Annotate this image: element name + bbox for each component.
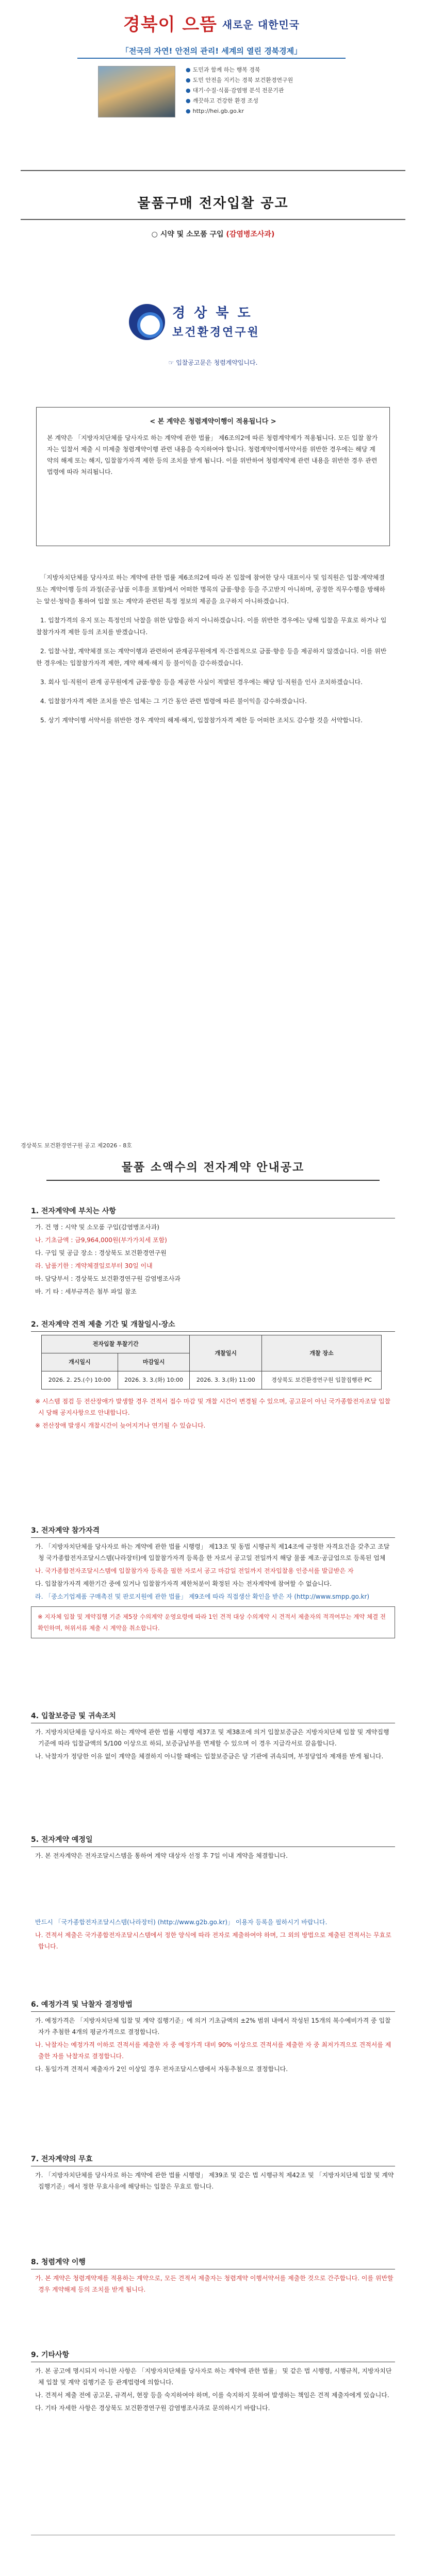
list-item: 나. 견적서 제출은 국가종합전자조달시스템에서 정한 양식에 따라 전자로 제출하여야 하며, 그 외의 방법으로 제출된 견적서는 무효로 합니다. xyxy=(35,1931,391,1950)
section-title: 5. 전자계약 예정일 xyxy=(31,1834,395,1847)
divider xyxy=(21,219,405,220)
list-item: 다. 기타 자세한 사항은 경상북도 보건환경연구원 감염병조사과로 문의하시기 바랍니다. xyxy=(35,2404,270,2412)
bullet-icon: ● xyxy=(186,66,191,73)
list-item: 가. 예정가격은 「지방자치단체 입찰 및 계약 집행기준」에 의거 기초금액의 ±2% 범위 내에서 작성된 15개의 복수예비가격 중 입찰자가 추첨한 4개의 평균가격으로 결정합니다. xyxy=(35,2017,391,2036)
integrity-notice-box xyxy=(36,407,390,546)
table-header-row xyxy=(42,1335,382,1353)
section-title: 6. 예정가격 및 낙찰자 결정방법 xyxy=(31,1999,395,2012)
section-title: 3. 전자계약 참가자격 xyxy=(31,1525,395,1538)
table-header: 전자입찰 투찰기간 xyxy=(42,1335,190,1353)
list-item: 나. 낙찰자는 예정가격 이하로 견적서를 제출한 자 중 예정가격 대비 90% 이상으로 견적서를 제출한 자 중 최저가격으로 견적서를 제출한 자를 낙찰자로 결정합니다. xyxy=(35,2041,391,2060)
section-title: 8. 청렴계약 이행 xyxy=(31,2257,395,2269)
divider xyxy=(46,1180,380,1181)
slogan-sub: 새로운 대한민국 xyxy=(222,18,300,31)
slogan-main: 경북이 으뜸 xyxy=(123,14,217,35)
list-item: 나. 국가종합전자조달시스템에 입찰참가자 등록을 필한 자로서 공고 마감일 전일까지 전자입찰용 인증서를 발급받은 자 xyxy=(35,1567,354,1574)
subtitle-note: (감염병조사과) xyxy=(226,230,275,239)
intro-paragraph: 4. 입찰참가자격 제한 조치를 받은 업체는 그 기간 동안 관련 법령에 따른 불이익을 감수하겠습니다. xyxy=(40,698,307,705)
table-header: 개찰 장소 xyxy=(262,1335,382,1371)
org-logo xyxy=(129,294,299,350)
banner-photo xyxy=(98,66,175,117)
list-item: 가. 「지방자치단체를 당사자로 하는 계약에 관한 법률 시행령」 제13조 및 동법 시행규칙 제14조에 규정한 자격요건을 갖추고 조달청 국가종합전자조달시스템(나라장터)에 입찰참가자격 등록을 한 자로서 공고일 전일까지 해당 물품 제조·공급업으로 등록된 업체 xyxy=(35,1543,390,1562)
table-header: 개찰일시 xyxy=(190,1335,262,1371)
list-item: 라. 납품기한 : 계약체결일로부터 30일 이내 xyxy=(35,1262,153,1269)
section-7 xyxy=(31,2154,395,2194)
section-5-extra xyxy=(31,1917,395,1954)
top-banner xyxy=(31,4,392,123)
intro-paragraph: 「지방자치단체를 당사자로 하는 계약에 관한 법률 제6조의2에 따라 본 입찰에 참여한 당사 대표이사 및 임직원은 입찰·계약체결 또는 계약이행 등의 과정(준공·납품 이후를 포함)에서 어떠한 명목의 금품·향응 등을 주고받지 아니하며, 공정한 직무수행을 방해하는 알선·청탁을 통하여 입찰 또는 계약과 관련된 특정 정보의 제공을 요구하지 아니하겠습니다. xyxy=(36,574,385,605)
org-name-line2: 보건환경연구원 xyxy=(172,326,260,340)
subtitle-text: ○ 시약 및 소모품 구입 xyxy=(151,230,224,239)
list-item: 나. 견적서 제출 전에 공고문, 규격서, 현장 등을 숙지하여야 하며, 이를 숙지하지 못하여 발생하는 책임은 견적 제출자에게 있습니다. xyxy=(35,2392,389,2399)
page-title: 물품구매 전자입찰 공고 xyxy=(137,196,289,211)
list-item[interactable]: 반드시 「국가종합전자조달시스템(나라장터) (http://www.g2b.go.kr)」 이용자 등록을 필하시기 바랍니다. xyxy=(35,1919,327,1926)
divider xyxy=(21,170,405,171)
list-item: 가. 본 공고에 명시되지 아니한 사항은 「지방자치단체를 당사자로 하는 계약에 관한 법률」 및 같은 법 시행령, 시행규칙, 지방자치단체 입찰 및 계약 집행기준 등 관계법령에 의합니다. xyxy=(35,2367,392,2386)
note-item: ※ 시스템 점검 등 전산장애가 발생할 경우 견적서 접수 마감 및 개찰 시간이 변경될 수 있으며, 공고문이 아닌 국가종합전자조달 입찰시 당해 공지사항으로 안내합니다. xyxy=(35,1398,391,1416)
list-item: 바. 기 타 : 세부규격은 첨부 파일 참조 xyxy=(35,1288,137,1295)
banner-tagline: 「전국의 자연! 안전의 관리! 세계의 열린 경북경제」 xyxy=(77,45,346,59)
table-header: 마감일시 xyxy=(118,1353,190,1371)
table-cell: 2026. 3. 3.(화) 11:00 xyxy=(190,1371,262,1389)
org-slogan: ☞ 입찰공고문은 청렴계약입니다. xyxy=(168,359,258,366)
list-item: 가. 본 계약은 청렴계약제를 적용하는 계약으로, 모든 견적서 제출자는 청렴계약 이행서약서를 제출한 것으로 간주합니다. 이를 위반할 경우 계약해제 등의 조치를 받게 됩니다. xyxy=(35,2275,394,2293)
slogan-logo xyxy=(46,9,376,40)
section-9 xyxy=(31,2349,395,2415)
table-header: 개시일시 xyxy=(42,1353,118,1371)
schedule-table xyxy=(41,1335,382,1389)
note-item: ※ 전산장애 발생시 개찰시간이 늦어지거나 연기될 수 있습니다. xyxy=(35,1422,206,1429)
list-item: 나. 낙찰자가 정당한 이유 없이 계약을 체결하지 아니할 때에는 입찰보증금은 당 기관에 귀속되며, 부정당업자 제재를 받게 됩니다. xyxy=(35,1753,384,1760)
bullet-icon: ● xyxy=(186,108,191,114)
banner-info-url[interactable]: ● http://hei.gb.go.kr xyxy=(186,108,244,114)
table-cell: 경상북도 보건환경연구원 입찰집행관 PC xyxy=(262,1371,382,1389)
table-row xyxy=(42,1371,382,1389)
list-item: 가. 본 전자계약은 전자조달시스템을 통하여 계약 대상자 선정 후 7일 이내 계약을 체결합니다. xyxy=(35,1852,288,1859)
section-title: 1. 전자계약에 부치는 사항 xyxy=(31,1206,395,1218)
doc-number: 경상북도 보건환경연구원 공고 제2026 - 8호 xyxy=(21,1142,132,1149)
notice-box: ※ 지자체 입찰 및 계약집행 기준 제5장 수의계약 운영요령에 따라 1인 견적 대상 수의계약 시 견적서 제출자의 적격여부는 계약 체결 전 확인하며, 허위서류 제출 시 계약을 취소합니다. xyxy=(31,1606,395,1638)
intro-paragraph: 3. 회사 임·직원이 관계 공무원에게 금품·향응 등을 제공한 사실이 적발된 경우에는 해당 임·직원을 인사 조치하겠습니다. xyxy=(40,679,363,686)
org-name-line1: 경 상 북 도 xyxy=(172,305,253,321)
list-item: 다. 동일가격 견적서 제출자가 2인 이상일 경우 전자조달시스템에서 자동추첨으로 결정합니다. xyxy=(35,2065,288,2073)
bullet-icon: ● xyxy=(186,97,191,104)
notice-title: 물품 소액수의 전자계약 안내공고 xyxy=(121,1161,305,1174)
list-item: 가. 건 명 : 시약 및 소모품 구입(감염병조사과) xyxy=(35,1224,159,1231)
intro-paragraph: 2. 입찰·낙찰, 계약체결 또는 계약이행과 관련하여 관계공무원에게 직·간접적으로 금품·향응 등을 제공하지 않겠습니다. 이를 위반한 경우에는 입찰참가자격 제한, 계약 해제·해지 등 불이익을 감수하겠습니다. xyxy=(36,648,387,667)
org-name xyxy=(172,303,260,341)
list-item: 다. 입찰참가자격 제한기간 중에 있거나 입찰참가자격 제한처분이 확정된 자는 전자계약에 참여할 수 없습니다. xyxy=(35,1580,332,1587)
section-title: 4. 입찰보증금 및 귀속조치 xyxy=(31,1710,395,1723)
list-item: 가. 「지방자치단체를 당사자로 하는 계약에 관한 법률 시행령」 제39조 및 같은 법 시행규칙 제42조 및 「지방자치단체 입찰 및 계약 집행기준」에서 정한 무효사유에 해당하는 입찰은 무효로 합니다. xyxy=(35,2172,394,2190)
list-item[interactable]: 라. 「중소기업제품 구매촉진 및 판로지원에 관한 법률」 제9조에 따라 직접생산 확인을 받은 자 (http://www.smpp.go.kr) xyxy=(35,1593,370,1600)
emblem-icon xyxy=(129,304,165,340)
section-title: 9. 기타사항 xyxy=(31,2349,395,2362)
section-title: 2. 전자계약 견적 제출 기간 및 개찰일시·장소 xyxy=(31,1319,395,1332)
section-2 xyxy=(31,1319,395,1433)
banner-info-list xyxy=(186,65,340,116)
notice-box-title: < 본 계약은 청렴계약이행이 적용됩니다 > xyxy=(150,418,276,426)
section-title: 7. 전자계약의 무효 xyxy=(31,2154,395,2166)
section-8 xyxy=(31,2257,395,2297)
section-6 xyxy=(31,1999,395,2076)
list-item: 다. 구입 및 공급 장소 : 경상북도 보건환경연구원 xyxy=(35,1249,167,1257)
bullet-icon: ● xyxy=(186,87,191,94)
section-4 xyxy=(31,1710,395,1764)
subtitle xyxy=(0,229,426,241)
banner-info-item: ● 깨끗하고 건강한 환경 조성 xyxy=(186,97,258,104)
section-1 xyxy=(31,1206,395,1299)
intro-paragraph: 5. 상기 계약이행 서약서를 위반한 경우 계약의 해제·해지, 입찰참가자격 제한 등 어떠한 조치도 감수할 것을 서약합니다. xyxy=(40,717,363,724)
table-cell: 2026. 2. 25.(수) 10:00 xyxy=(42,1371,118,1389)
table-cell: 2026. 3. 3.(화) 10:00 xyxy=(118,1371,190,1389)
section-5 xyxy=(31,1834,395,1863)
list-item: 마. 담당부서 : 경상북도 보건환경연구원 감염병조사과 xyxy=(35,1275,181,1282)
banner-info-item: ● 도민과 함께 하는 행복 경북 xyxy=(186,66,260,73)
intro-paragraph: 1. 입찰가격의 유지 또는 특정인의 낙찰을 위한 담합을 하지 아니하겠습니다. 이를 위반한 경우에는 당해 입찰을 무효로 하거나 입찰참가자격 제한 등의 조치를 받겠습니다. xyxy=(36,617,387,636)
banner-info-item: ● 대기·수질·식품·감염병 분석 전문기관 xyxy=(186,87,284,94)
banner-info-item: ● 도민 안전을 지키는 경북 보건환경연구원 xyxy=(186,77,293,83)
list-item: 가. 지방자치단체를 당사자로 하는 계약에 관한 법률 시행령 제37조 및 제38조에 의거 입찰보증금은 지방자치단체 입찰 및 계약집행기준에 따라 입찰금액의 5/100 이상으로 하되, 보증금납부를 면제할 수 있으며 이 경우 지급각서로 갈음합니다. xyxy=(35,1728,389,1747)
bullet-icon: ● xyxy=(186,77,191,83)
list-item: 나. 기초금액 : 금9,964,000원(부가가치세 포함) xyxy=(35,1236,167,1244)
intro-text xyxy=(36,572,390,734)
notice-box-body: 본 계약은 「지방자치단체를 당사자로 하는 계약에 관한 법률」 제6조의2에 따른 청렴계약제가 적용됩니다. 모든 입찰 참가자는 입찰서 제출 시 미제출 청렴계약이행 관련 내용을 숙지하여야 합니다. 청렴계약이행서약서를 위반한 경우에는 해당 계약의 해제 또는 해지, 입찰참가자격 제한 등의 조치를 받게 됩니다. 이를 위반하여 청렴계약제 관련 내용을 위반한 경우 관련 법령에 따라 처리됩니다. xyxy=(47,434,378,476)
section-3 xyxy=(31,1525,395,1642)
